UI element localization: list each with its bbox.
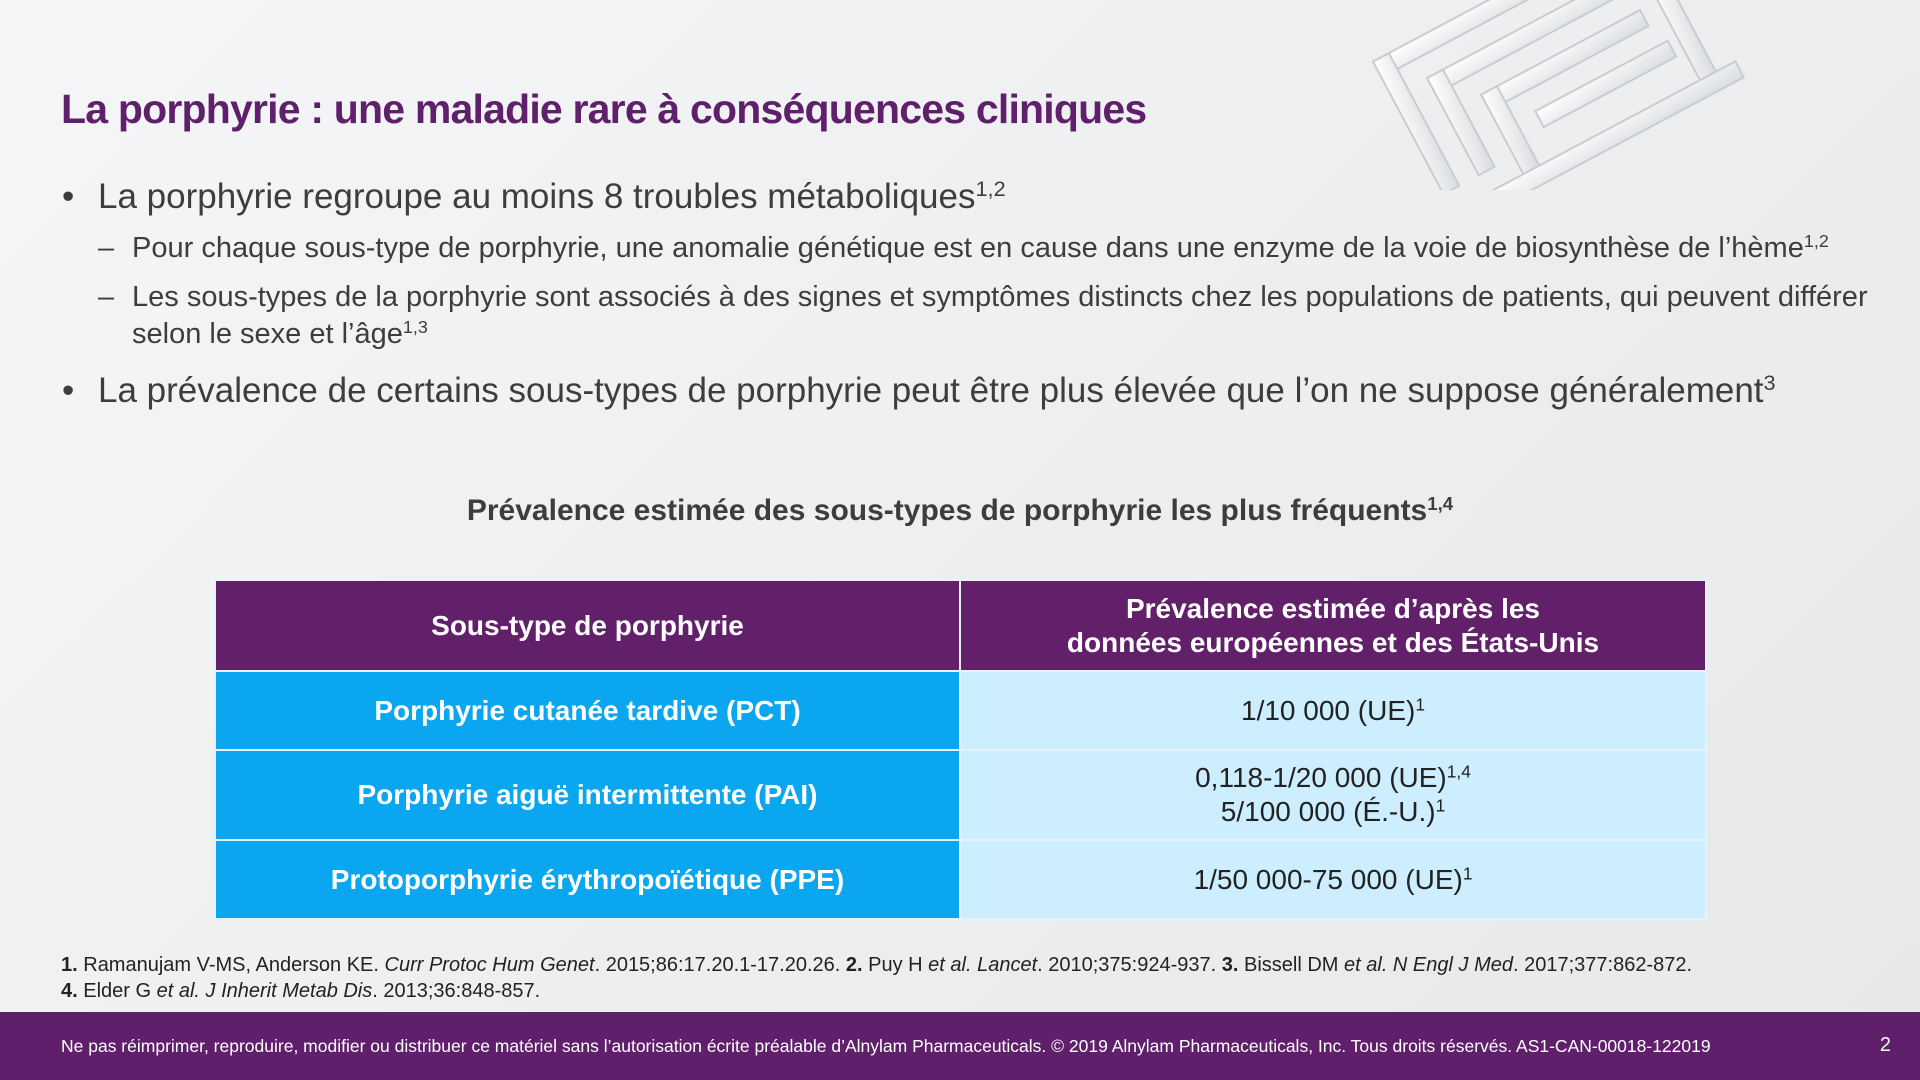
- header-prevalence-line: Prévalence estimée d’après les: [1125, 592, 1541, 624]
- bullet-list: [60, 176, 1890, 412]
- bullet-dot: •: [62, 177, 75, 216]
- references-line: 4. Elder G et al. J Inherit Metab Dis. 2013;36:848-857.: [61, 980, 541, 1002]
- table-row: [215, 750, 1706, 840]
- citation: 1,4: [1446, 761, 1471, 782]
- bullet-dash: –: [98, 232, 115, 264]
- prevalence-value: 5/100 000 (É.-U.): [1220, 796, 1436, 827]
- maze-image: [1340, 0, 1760, 190]
- citation: 3: [1763, 370, 1776, 396]
- prevalence-value: 1/10 000 (UE): [1241, 694, 1416, 726]
- sub-bullet-item: [60, 230, 1890, 267]
- prevalence-cell: [960, 750, 1706, 840]
- citation: 1: [1415, 693, 1425, 714]
- header-subtype: Sous-type de porphyrie: [215, 580, 960, 671]
- prevalence-cell: [960, 671, 1706, 750]
- bullet-dash: –: [98, 281, 115, 313]
- bullet-item: [60, 176, 1890, 218]
- prevalence-cell: [960, 840, 1706, 919]
- table-row: [215, 840, 1706, 919]
- table-row: [215, 671, 1706, 750]
- citation: 1,4: [1427, 492, 1454, 514]
- citation: 1: [1462, 862, 1473, 883]
- bullet-dot: •: [62, 371, 75, 410]
- sub-bullet-text: Pour chaque sous-type de porphyrie, une anomalie génétique est en cause dans une enzyme de la voie de biosynthèse de l’hème: [132, 232, 1804, 264]
- references: [61, 952, 1692, 1004]
- citation: 1,2: [1803, 231, 1829, 252]
- header-prevalence-line: données européennes et des États-Unis: [1066, 626, 1600, 658]
- page-title: La porphyrie : une maladie rare à conséquences cliniques: [61, 86, 1147, 132]
- citation: 1,2: [975, 176, 1006, 202]
- table-caption: [0, 494, 1920, 528]
- prevalence-table: [214, 579, 1707, 920]
- sub-bullet-item: [60, 279, 1890, 353]
- citation: 1: [1435, 795, 1446, 816]
- prevalence-value: 0,118-1/20 000 (UE): [1195, 762, 1447, 793]
- subtype-cell: Porphyrie aiguë intermittente (PAI): [215, 750, 960, 840]
- header-prevalence: [960, 580, 1706, 671]
- table-caption-text: Prévalence estimée des sous-types de porphyrie les plus fréquents: [466, 494, 1428, 527]
- subtype-cell: Porphyrie cutanée tardive (PCT): [215, 671, 960, 750]
- copyright-notice: Ne pas réimprimer, reproduire, modifier ou distribuer ce matériel sans l’autorisation écrite préalable d’Alnylam Pharmaceuticals. © 2019 Alnylam Pharmaceuticals, Inc. Tous droits réservés. AS1-CAN-00018-122019: [61, 1036, 1711, 1056]
- citation: 1,3: [402, 317, 428, 338]
- subtype-cell: Protoporphyrie érythropoïétique (PPE): [215, 840, 960, 919]
- bullet-text: La porphyrie regroupe au moins 8 troubles métaboliques: [98, 177, 976, 216]
- footer-bar: [0, 1012, 1920, 1080]
- table-header-row: [215, 580, 1706, 671]
- bullet-text: La prévalence de certains sous-types de porphyrie peut être plus élevée que l’on ne suppose généralement: [98, 371, 1764, 410]
- prevalence-value: 1/50 000-75 000 (UE): [1193, 863, 1463, 895]
- references-line: 1. Ramanujam V-MS, Anderson KE. Curr Protoc Hum Genet. 2015;86:17.20.1-17.20.26. 2. Puy H et al. Lancet. 2010;375:924-937. 3. Bissell DM et al. N Engl J Med. 2017;377:862-872.: [61, 954, 1693, 976]
- bullet-item: [60, 370, 1890, 412]
- sub-bullet-text: Les sous-types de la porphyrie sont associés à des signes et symptômes distincts chez les populations de patients, qui peuvent différer selon le sexe et l’âge: [132, 281, 1868, 350]
- page-number: 2: [1879, 1034, 1891, 1056]
